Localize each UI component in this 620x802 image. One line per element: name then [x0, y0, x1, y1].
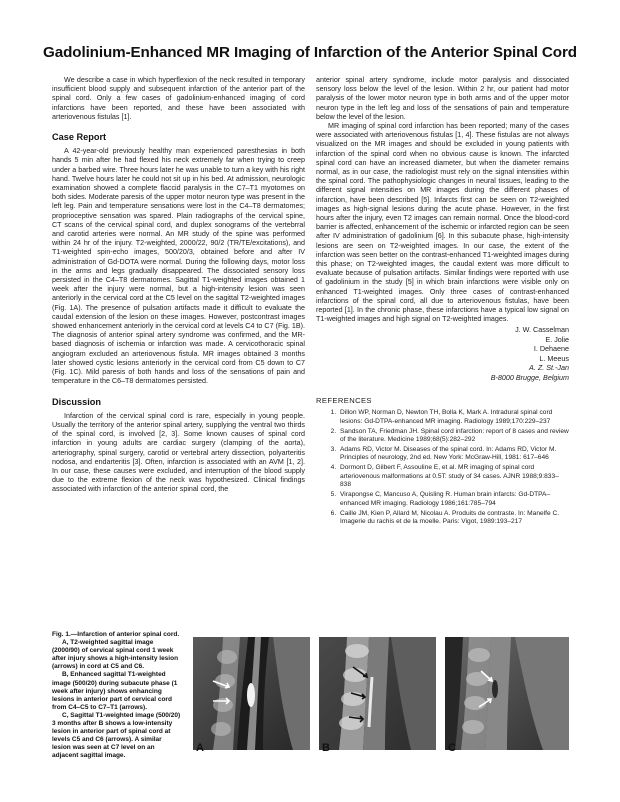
panel-label-b: B — [322, 742, 330, 754]
caption-b: B, Enhanced sagittal T1-weighted image (500/20) during subacute phase (1 week after injury) shows enhancing lesions in anterior part of cervical cord from C4–C5 to C7–T1 (arrows). — [52, 671, 178, 711]
discussion-continued-paragraph: anterior spinal artery syndrome, include motor paralysis and dissociated sensory loss below the level of the lesion. Within 2 hr, our patient had motor paralysis of the lower motor neuron type in both arms and of the upper motor neuron type in the left leg and loss of the sensations of pain and temperature below the level of the lesion. — [316, 76, 569, 121]
mri-panel-c — [445, 637, 569, 750]
caption-c: C, Sagittal T1-weighted image (500/20) 3 months after B shows a low-intensity lesion in anterior part of spinal cord at levels C5 and C6 (arrows). A similar lesion was seen at C7 level on an adjacent sagittal image. — [52, 711, 181, 760]
mri-panel-b — [319, 637, 436, 750]
discussion-heading: Discussion — [52, 396, 102, 407]
caption-title: Fig. 1.—Infarction of anterior spinal cord. — [52, 631, 180, 638]
author-name: E. Jolie — [545, 334, 569, 344]
discussion-paragraph: Infarction of the cervical spinal cord is rare, especially in young people. Usually the territory of the anterior spinal artery, supplying the ventral two thirds of the spinal cord, is involved [2, 3]. Some known causes of spinal cord infarction in young adults are cardiac surgery (clamping of the aorta), arteriography, spinal surgery, carotid or vertebral artery dissection, polyarteritis nodosa, and endarteritis [3]. Often, infarction is associated with an AVM [1, 2]. In our case, these causes were excluded, and interruption of the blood supply due to the extreme flexion of the neck was hypothesized. Clinical findings associated with infarction of the anterior spinal cord, the — [52, 411, 305, 494]
mri-image-b — [319, 637, 436, 750]
case-report-paragraph: A 42-year-old previously healthy man experienced paresthesias in both hands 5 min after he had flexed his neck extremely far when trying to creep under a barbed wire. Three hours later he was unable to turn a key with his right hand. Twelve hours later he could not sit up in his bed. At admission, neurologic examination showed a complete flaccid paralysis in the C7–T1 myotomes on both sides. Moderate paresis of the upper motor neuron type was present in the left leg. Pain and temperature sensations were lost in the C4–T8 dermatomes; proprioceptive sensation was spared. Plain radiographs of the cervical spine, CT scans of the cervical spinal cord, and duplex sonograms of the vertebrral and carotid arteries were normal. An MR study of the spine was performed within 24 hr of the injury. T2-weighted, 2000/22, 90/2 (TR/TE/excitations), and T1-weighted spin-echo images, 500/20/3, obtained before and after IV administration of Gd-DOTA were normal. During the following days, motor loss in the arms and legs gradually disappeared. The dissociated sensory loss persisted in the C4–T8 dermatomes. Sagittal T1-weighted images obtained 1 week after the injury were normal, but a high-intensity lesion was seen anteriorly in the cervical cord at the C5 level on the sagittal T2-weighted images (Fig. 1A). The presence of pulsation artifacts made it difficult to evaluate the caudal extension of the lesion on these images. However, postcontrast images showed enhancement anteriorly in the cervical cord at levels C4 to C7 (Fig. 1B). The diagnosis of anterior spinal artery syndrome was confirmed, and the MR-based diagnosis of ischemia or infarction was made. A cervicothoracic spinal angiogram excluded an arteriovenous fistula. MR images obtained 3 months later showed cystic lesions anteriorly in the cervical cord from C5 down to C7 (Fig. 1C). Mild paresis of both hands and loss of the sensations of pain and temperature in the C6–T8 dermatomes persisted. — [52, 147, 305, 386]
left-column — [52, 76, 305, 495]
mri-panel-a — [193, 637, 310, 750]
reference-item: 4. Dormont D, Gilbert F, Assouline E, et al. MR imaging of spinal cord arteriovenous malformations at 0.5T: study of 34 cases. AJNR 1988;9:833–838 — [338, 464, 569, 489]
right-column — [316, 76, 569, 528]
reference-item: 6. Caille JM, Kien P, Allard M, Nicolau A. Produits de contraste. In: Manelfe C. Imagerie du rachis et de la moelle. Paris: Vigot, 1989:193–217 — [338, 510, 569, 527]
reference-item: 2. Sandson TA, Friedman JH. Spinal cord infarction: report of 8 cases and review of the literature. Medicine 1989;68(5):282–292 — [338, 428, 569, 445]
panel-label-c: C — [448, 742, 456, 754]
author-block — [316, 325, 569, 381]
figure-caption — [52, 631, 182, 761]
mri-image-a — [193, 637, 310, 750]
author-address: B-8000 Brugge, Belgium — [490, 372, 569, 382]
author-name: L. Meeus — [539, 353, 569, 363]
article-title: Gadolinium-Enhanced MR Imaging of Infarction of the Anterior Spinal Cord — [43, 44, 577, 61]
author-name: J. W. Casselman — [515, 325, 569, 335]
references-list — [316, 409, 569, 526]
reference-item: 5. Virapongse C, Mancuso A, Quisling R. Human brain infarcts: Gd-DTPA–enhanced MR imaging. Radiology 1986;161:785–794 — [338, 491, 569, 508]
references-heading: REFERENCES — [316, 395, 372, 405]
discussion-mr-paragraph: MR imaging of spinal cord infarction has been reported; many of the cases were associated with arteriovenous fistulas [1, 4]. These fistulas are not always visualized on the MR images and should be excluded in young patients with infarction of the spinal cord when no obvious cause is known. The infarcted spinal cord can have an increased diameter, but when the diameter remains normal, as in our case, the radiologist must rely on the signal intensities within the spinal cord. The pathophysiologic changes in neural tissues, leading to the different signal intensities on MR images during the different phases of infarction, have been described [5]. Infarcts first can be seen on T2-weighted images as high-signal lesions during the acute phase. However, in the first hours after the injury, even T2 images can remain normal. Once the blood-cord barrier is affected, enhancement of the ischemic or infarcted region can be seen after IV administration of gadolinium [6]. In this subacute phase, high-intensity lesions are seen on T2-weighted images. In our case, the extent of the infarction was seen better on the contrast-enhanced T1-weighted images during this phase; on T2-weighted images, the caudal extent was more difficult to evaluate because of pulsation artifacts. Similar findings were reported with use of gadolinium in the study [5] in which brain infarctions were visible only on enhanced T1-weighted images. Only three cases of contrast-enhanced infarctions of the spinal cord, all due to arteriovenous fistulas, have been reported [1]. In the chronic phase, these infarctions have a typical low signal on T1-weighted images and high signal on T2-weighted images. — [316, 122, 569, 324]
reference-item: 3. Adams RD, Victor M. Diseases of the spinal cord. In: Adams RD, Victor M. Principles of neurology, 2nd ed. New York: McGraw-Hill, 1981: 617–646 — [338, 446, 569, 463]
mri-image-c — [445, 637, 569, 750]
author-name: I. Dehaene — [533, 344, 569, 354]
intro-paragraph: We describe a case in which hyperflexion of the neck resulted in temporary insufficient blood supply and subsequent infarction of the anterior part of the spinal cord. Only a few cases of gadolinium-enhanced imaging of cord infarctions have been reported, and these have been associated with arteriovenous fistulas [1]. — [52, 76, 305, 121]
author-affiliation: A. Z. St.-Jan — [529, 363, 569, 373]
caption-a: A, T2-weighted sagittal image (2000/90) of cervical spinal cord 1 week after injury shows a high-intensity lesion (arrows) in cord at C5 and C6. — [52, 639, 179, 671]
panel-label-a: A — [196, 742, 204, 754]
reference-item: 1. Dillon WP, Norman D, Newton TH, Bolla K, Mark A. Intradural spinal cord lesions: Gd-DTPA-enhanced MR imaging. Radiology 1989;170:229–237 — [338, 409, 569, 426]
case-report-heading: Case Report — [52, 132, 107, 143]
